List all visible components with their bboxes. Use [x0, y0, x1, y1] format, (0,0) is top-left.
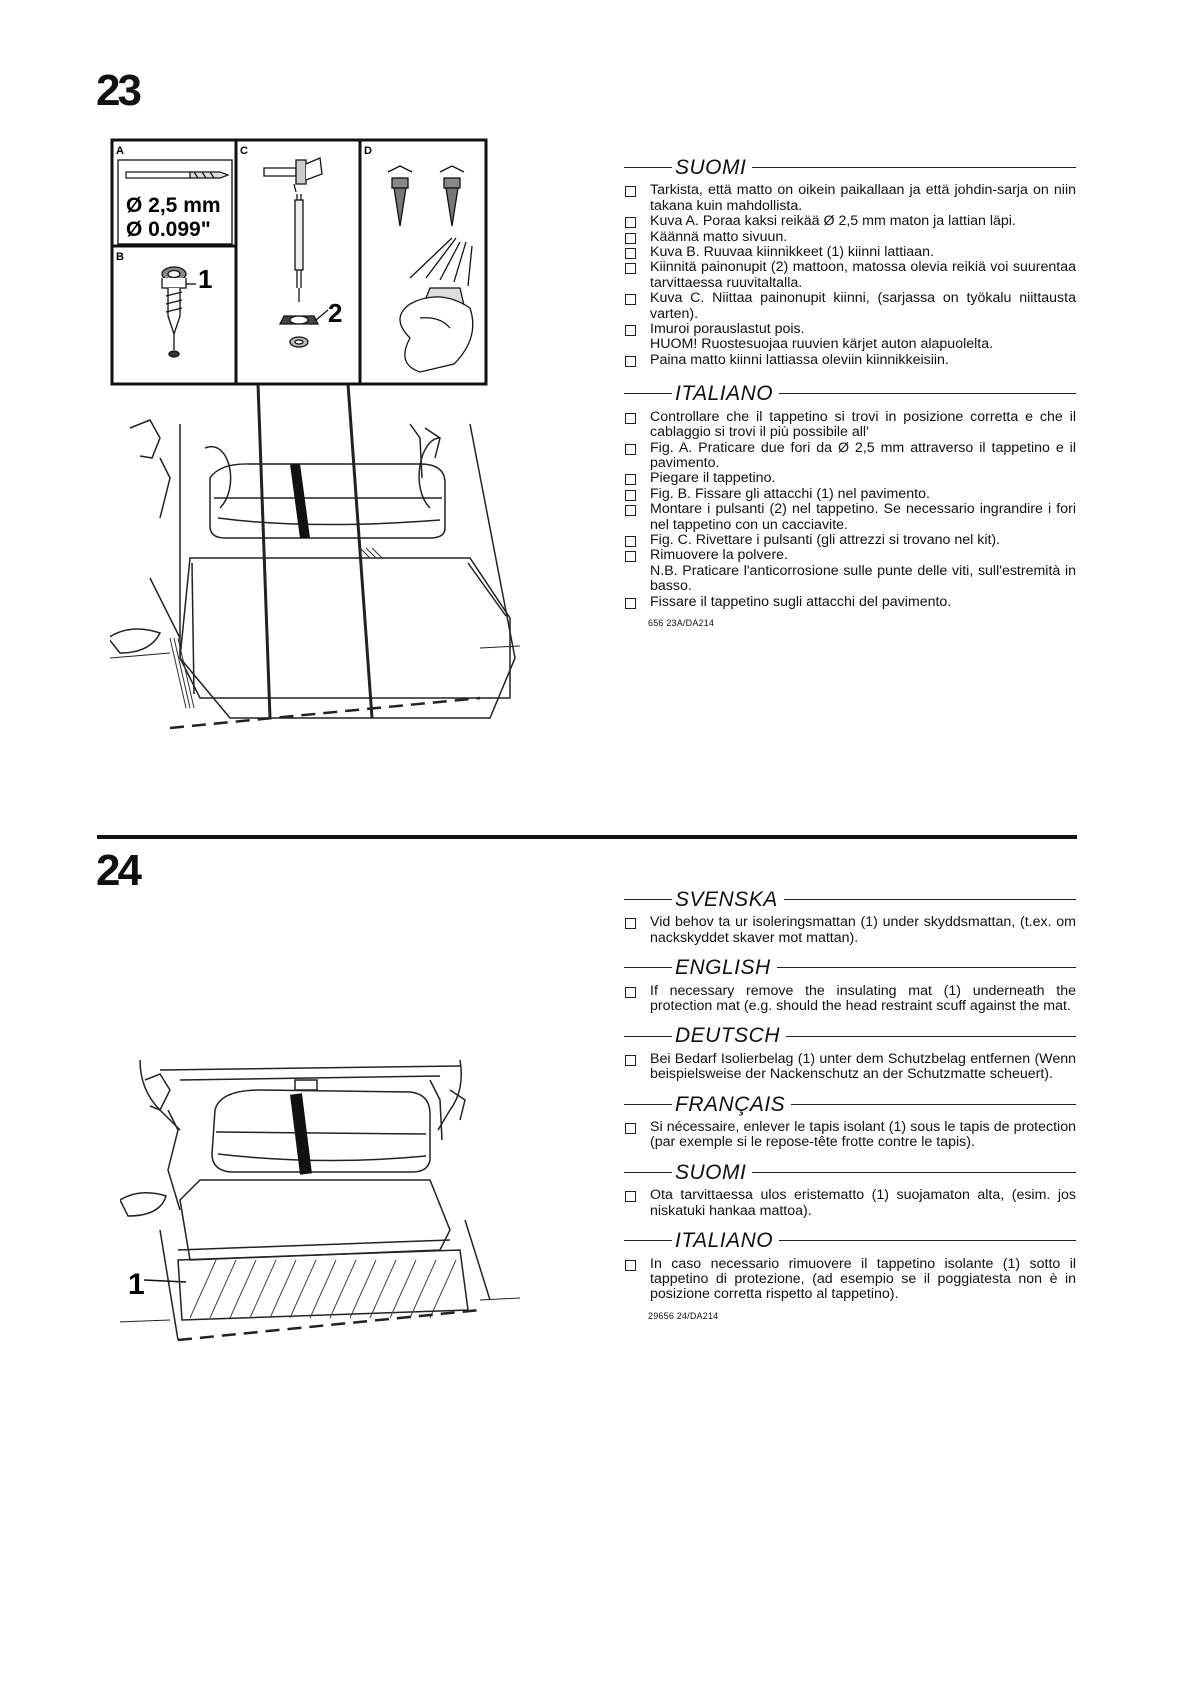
document-code: 29656 24/DA214 — [648, 1310, 719, 1321]
section-divider — [97, 835, 1077, 839]
list-item: Käännä matto sivuun. — [624, 230, 1076, 245]
list-item: In caso necessario rimuovere il tappetino isolante (1) sotto il tappetino di protezione, (ad esempio se il poggiatesta non è in posizione corretta rispetto al tappetino). — [624, 1257, 1076, 1303]
list-item: If necessary remove the insulating mat (1) underneath the protection mat (e.g. should the head restraint scuff against the mat. — [624, 984, 1076, 1015]
list-item: Kuva A. Poraa kaksi reikää Ø 2,5 mm maton ja lattian läpi. — [624, 214, 1076, 229]
list-note: N.B. Praticare l'anticorrosione sulle punte delle viti, sull'estremità in basso. — [650, 562, 1076, 595]
list-item: Rimuovere la polvere. — [624, 548, 1076, 563]
section-italiano — [624, 1229, 1076, 1324]
section-deutsch — [624, 1024, 1076, 1083]
list-item: Si nécessaire, enlever le tapis isolant (1) sous le tapis de protection (par exemple si le repose-tête frotte contre le tapis). — [624, 1120, 1076, 1151]
section-english — [624, 956, 1076, 1015]
section-svenska — [624, 888, 1076, 946]
list-item: Paina matto kiinni lattiassa oleviin kiinnikkeisiin. — [624, 353, 1076, 368]
list-item: Fissare il tappetino sugli attacchi del pavimento. — [624, 595, 1076, 610]
section-italiano — [624, 382, 1076, 631]
step-24-number: 24 — [96, 846, 139, 895]
callout-2: 2 — [328, 298, 343, 328]
list-item: Kiinnitä painonupit (2) mattoon, matossa olevia reikiä voi suurentaa tarvittaessa ruuvitaltalla. — [624, 260, 1076, 291]
language-heading: ITALIANO — [675, 382, 774, 406]
list-item: Ota tarvittaessa ulos eristematto (1) suojamaton alta, (esim. jos niskatuki hankaa mattoa). — [624, 1188, 1076, 1219]
list-item: Kuva C. Niittaa painonupit kiinni, (sarjassa on työkalu niittausta varten). — [624, 291, 1076, 322]
section-francais — [624, 1092, 1076, 1151]
language-heading: DEUTSCH — [675, 1024, 781, 1048]
language-heading: SUOMI — [675, 1160, 747, 1184]
drill-bit-icon — [126, 172, 228, 178]
list-item: Imuroi porauslastut pois. — [624, 322, 1076, 337]
step-23-number: 23 — [96, 66, 139, 115]
step-23-illustration — [110, 138, 530, 738]
list-item: Controllare che il tappetino si trovi in posizione corretta e che il cablaggio si trovi il più possibile all' — [624, 410, 1076, 441]
list-note: HUOM! Ruostesuojaa ruuvien kärjet auton alapuolelta. — [650, 336, 994, 353]
list-item: Montare i pulsanti (2) nel tappetino. Se necessario ingrandire i fori nel tappetino con un cacciavite. — [624, 502, 1076, 533]
language-heading: SVENSKA — [675, 888, 778, 911]
panel-d-label: D — [364, 145, 372, 157]
step-23-instructions — [624, 156, 1076, 645]
callout-1: 1 — [128, 1268, 145, 1301]
list-item: Vid behov ta ur isoleringsmattan (1) under skyddsmattan, (t.ex. om nackskyddet skaver mot mattan). — [624, 915, 1076, 946]
language-heading: SUOMI — [675, 156, 747, 179]
list-item: Fig. B. Fissare gli attacchi (1) nel pavimento. — [624, 487, 1076, 502]
section-suomi — [624, 1160, 1076, 1219]
step-24-illustration — [120, 1050, 520, 1390]
step-24-instructions — [624, 888, 1076, 1338]
list-item: Fig. A. Praticare due fori da Ø 2,5 mm attraverso il tappetino e il pavimento. — [624, 441, 1076, 472]
callout-1: 1 — [198, 264, 213, 294]
list-item: Tarkista, että matto on oikein paikallaan ja että johdin-sarja on niin takana kuin mahdollista. — [624, 183, 1076, 214]
list-item: Bei Bedarf Isolierbelag (1) unter dem Schutzbelag entfernen (Wenn beispielsweise der Nackenschutz an der Schutzmatte scheuert). — [624, 1052, 1076, 1083]
drill-size-in: Ø 0.099" — [126, 218, 211, 241]
insulating-mat-hatching — [190, 1260, 456, 1318]
document-code: 656 23A/DA214 — [648, 617, 715, 628]
language-heading: ENGLISH — [675, 956, 771, 980]
panel-b-label: B — [116, 251, 124, 263]
list-item: Piegare il tappetino. — [624, 471, 1076, 486]
language-heading: FRANÇAIS — [675, 1092, 786, 1116]
panel-c-label: C — [240, 145, 248, 157]
drill-size-mm: Ø 2,5 mm — [126, 194, 221, 217]
list-item: Fig. C. Rivettare i pulsanti (gli attrezzi si trovano nel kit). — [624, 533, 1076, 548]
list-item: Kuva B. Ruuvaa kiinnikkeet (1) kiinni lattiaan. — [624, 245, 1076, 260]
section-suomi — [624, 156, 1076, 368]
panel-a-label: A — [116, 145, 124, 157]
language-heading: ITALIANO — [675, 1229, 774, 1253]
